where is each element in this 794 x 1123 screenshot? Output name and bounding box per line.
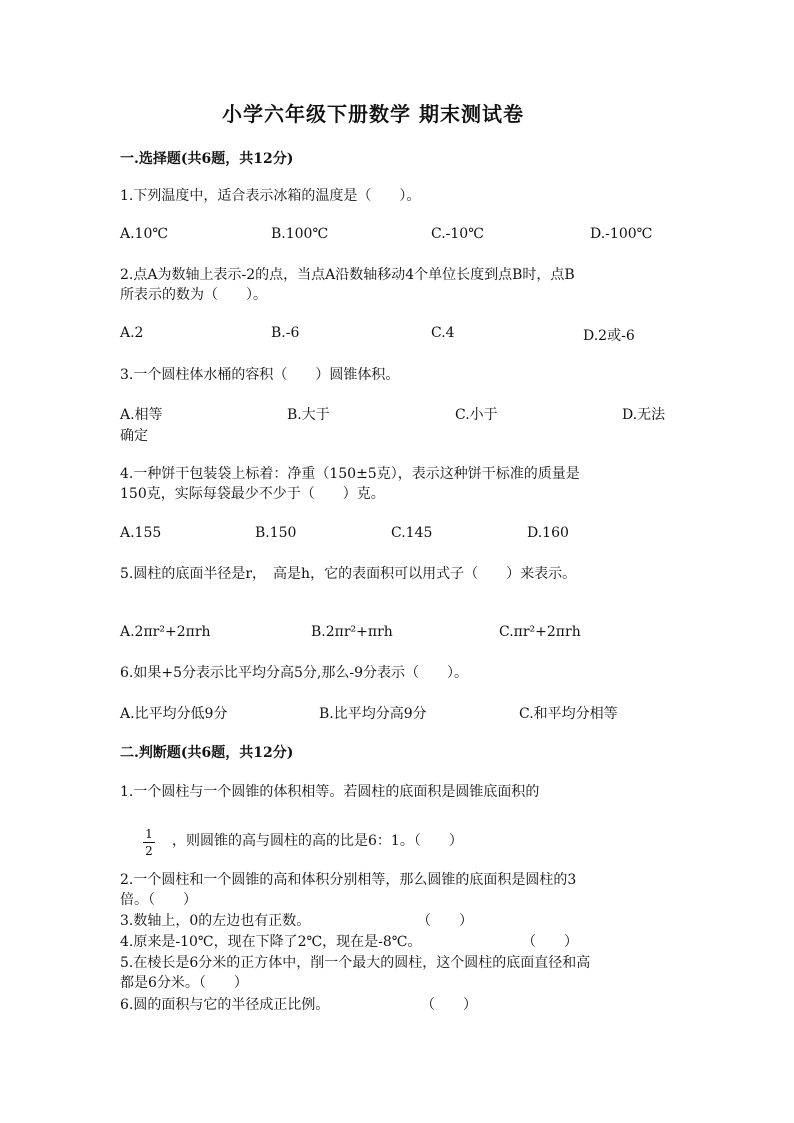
option-a[interactable]: A.2πr²+2πrh	[120, 624, 211, 640]
option-b[interactable]: B.2πr²+πrh	[311, 624, 393, 640]
option-d[interactable]: D.无法	[622, 407, 666, 423]
option-c[interactable]: C.πr²+2πrh	[499, 624, 581, 640]
option-c[interactable]: C.4	[431, 325, 455, 341]
question-text: 3.数轴上，0的左边也有正数。	[120, 913, 311, 929]
option-d[interactable]: D.2或-6	[583, 328, 635, 344]
question-text-cont: 150克，实际每袋最少不少于（ ）克。	[120, 486, 385, 502]
answer-paren[interactable]: （ ）	[421, 997, 477, 1013]
question-text-cont: 倍。（ ）	[120, 892, 197, 908]
option-d-wrap: 确定	[120, 428, 148, 444]
question-text: 6.如果+5分表示比平均分高5分,那么-9分表示（ ）。	[120, 665, 468, 681]
question-text: 4.原来是-10℃，现在下降了2℃，现在是-8℃。	[120, 934, 422, 950]
question-text: 5.圆柱的底面半径是r， 高是h，它的表面积可以用式子（ ）来表示。	[120, 566, 577, 582]
option-a[interactable]: A.10℃	[120, 226, 169, 242]
fraction-numerator: 1	[145, 827, 153, 841]
fraction-denominator: 2	[145, 844, 153, 858]
option-b[interactable]: B.100℃	[271, 226, 329, 242]
option-b[interactable]: B.-6	[271, 325, 300, 341]
option-c[interactable]: C.145	[391, 525, 433, 541]
answer-paren[interactable]: （ ）	[417, 913, 473, 929]
question-text-cont: 都是6分米。（ ）	[120, 975, 248, 991]
option-c[interactable]: C.小于	[455, 407, 498, 423]
page-title: 小学六年级下册数学 期末测试卷	[222, 102, 524, 126]
question-text: 6.圆的面积与它的半径成正比例。	[120, 997, 330, 1013]
option-b[interactable]: B.比平均分高9分	[319, 706, 427, 722]
option-b[interactable]: B.大于	[287, 407, 330, 423]
option-b[interactable]: B.150	[255, 525, 297, 541]
question-text: 3.一个圆柱体水桶的容积（ ）圆锥体积。	[120, 367, 400, 383]
fraction-one-half	[143, 827, 155, 858]
question-text-cont: ，则圆锥的高与圆柱的高的比是6：1。（ ）	[172, 833, 463, 849]
fraction-bar	[143, 842, 155, 843]
section-heading-judgement: 二.判断题(共6题，共12分)	[120, 745, 294, 761]
question-text-cont: 所表示的数为（ ）。	[120, 287, 267, 303]
question-text: 2.一个圆柱和一个圆锥的高和体积分别相等，那么圆锥的底面积是圆柱的3	[120, 872, 577, 888]
question-text: 5.在棱长是6分米的正方体中，削一个最大的圆柱，这个圆柱的底面直径和高	[120, 955, 591, 971]
option-d[interactable]: D.160	[527, 525, 569, 541]
option-a[interactable]: A.比平均分低9分	[120, 706, 228, 722]
answer-paren[interactable]: （ ）	[522, 934, 578, 950]
question-text: 4.一种饼干包装袋上标着：净重（150±5克），表示这种饼干标准的质量是	[120, 466, 580, 482]
question-text: 1.下列温度中，适合表示冰箱的温度是（ ）。	[120, 188, 421, 204]
question-text: 2.点A为数轴上表示-2的点，当点A沿数轴移动4个单位长度到点B时，点B	[120, 267, 575, 283]
option-a[interactable]: A.相等	[120, 407, 163, 423]
section-heading-choice: 一.选择题(共6题，共12分)	[120, 151, 294, 167]
option-c[interactable]: C.和平均分相等	[519, 706, 618, 722]
option-a[interactable]: A.155	[120, 525, 162, 541]
option-d[interactable]: D.-100℃	[590, 226, 653, 242]
question-text: 1.一个圆柱与一个圆锥的体积相等。若圆柱的底面积是圆锥底面积的	[120, 784, 540, 800]
option-a[interactable]: A.2	[120, 325, 144, 341]
option-c[interactable]: C.-10℃	[431, 226, 484, 242]
